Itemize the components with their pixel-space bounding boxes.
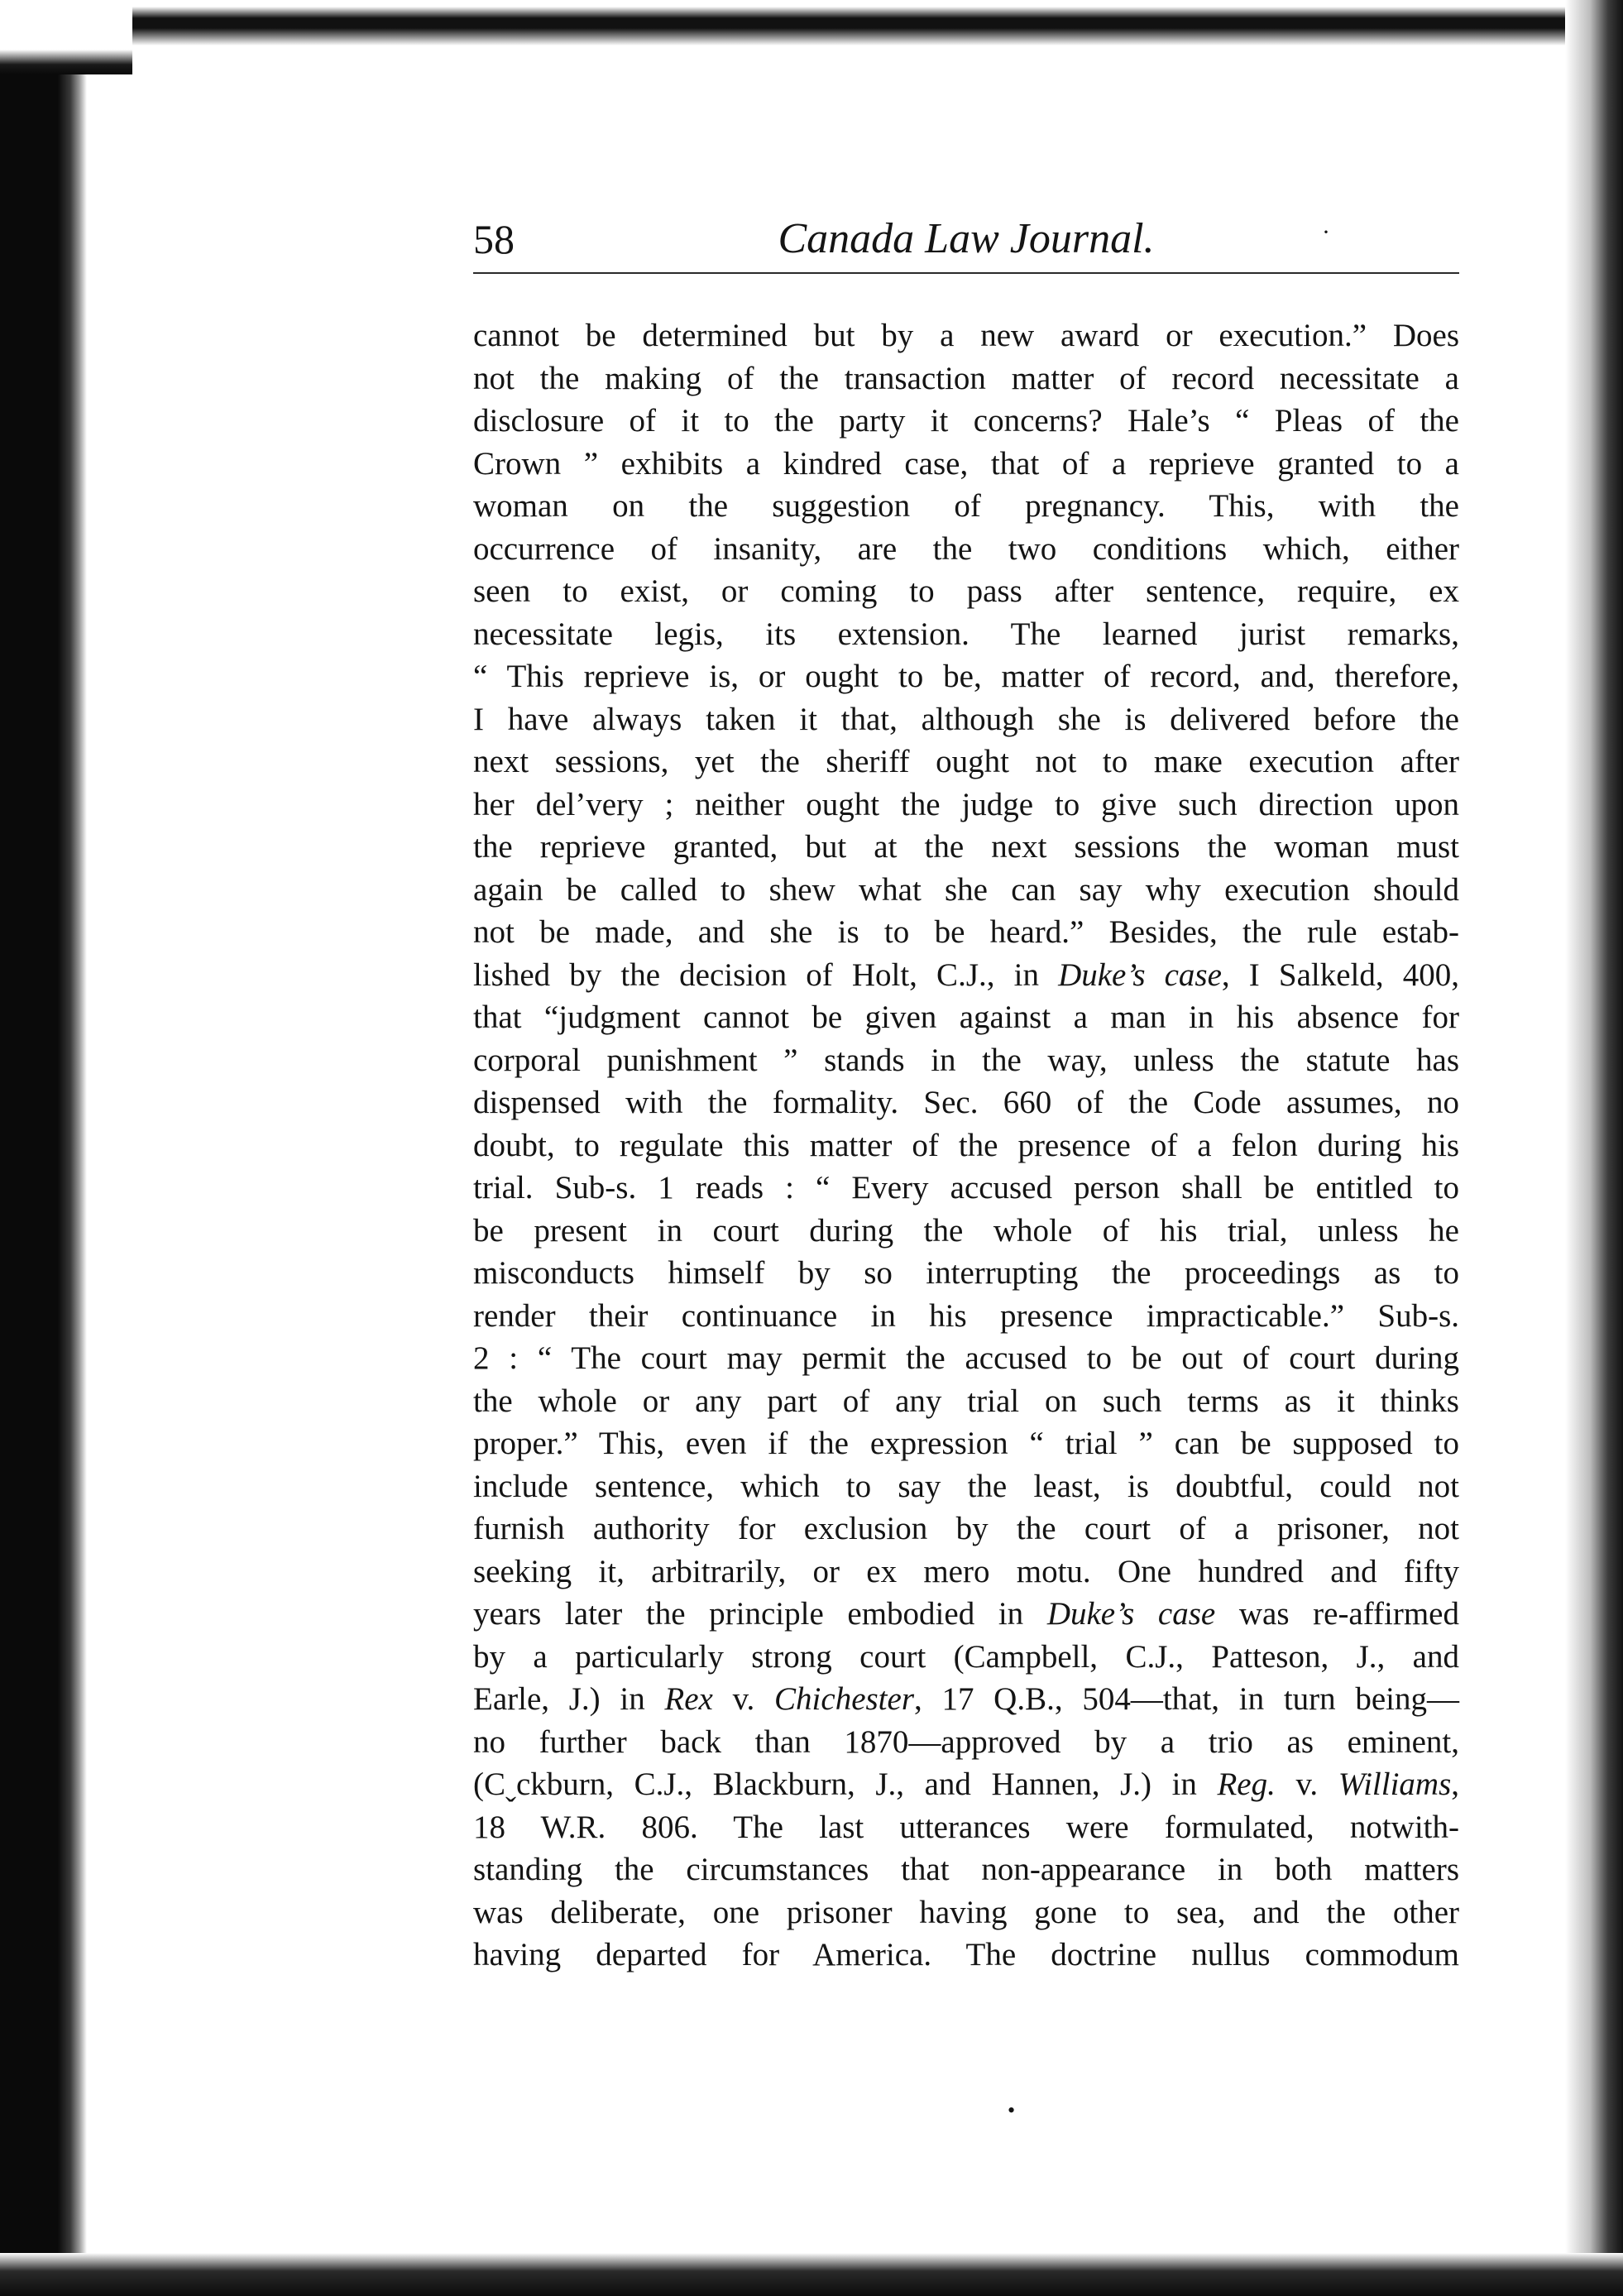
page-header — [473, 203, 1459, 274]
text-line: years later the principle embodied in Duke’s case was re-affirmed — [473, 1596, 1459, 1632]
text-line: seeking it, arbitrarily, or ex mero motu. One hundred and fifty — [473, 1553, 1459, 1589]
text-line: lished by the decision of Holt, C.J., in Duke’s case, I Salkeld, 400, — [473, 956, 1459, 993]
page-number: 58 — [473, 216, 515, 262]
text-line: 2 : “ The court may permit the accused to be out of court during — [473, 1340, 1459, 1376]
text-line: Crown ” exhibits a kindred case, that of a reprieve granted to a — [473, 445, 1459, 482]
text-line: by a particularly strong court (Campbell, C.J., Patteson, J., and — [473, 1638, 1459, 1675]
text-line: her delʼvery ; neither ought the judge to give such direction upon — [473, 786, 1459, 822]
text-line: (Cˬckburn, C.J., Blackburn, J., and Hannen, J.) in Reg. v. Williams, — [473, 1766, 1460, 1802]
body-text — [473, 314, 1459, 1977]
text-line: “ This reprieve is, or ought to be, matter of record, and, therefore, — [473, 659, 1459, 694]
text-line: occurrence of insanity, are the two conditions which, either — [473, 530, 1459, 567]
text-line: next sessions, yet the sheriff ought not to maке execution after — [473, 744, 1459, 779]
scan-bottom-edge — [0, 2253, 1623, 2296]
text-line: doubt, to regulate this matter of the presence of a felon during his — [473, 1127, 1459, 1163]
text-line: furnish authority for exclusion by the court of a prisoner, not — [473, 1511, 1459, 1546]
corner-mark: · — [1322, 218, 1330, 246]
text-line: corporal punishment ” stands in the way, unless the statute has — [473, 1042, 1459, 1078]
text-line: disclosure of it to the party it concerns? Hale’s “ Pleas of the — [473, 403, 1459, 439]
text-line: woman on the suggestion of pregnancy. This, with the — [473, 488, 1459, 524]
running-title: Canada Law Journal. — [778, 215, 1155, 262]
text-line: trial. Sub-s. 1 reads : “ Every accused person shall be entitled to — [473, 1170, 1459, 1206]
text-line: render their continuance in his presence impracticable.” Sub-s. — [473, 1297, 1459, 1334]
text-line: dispensed with the formality. Sec. 660 of the Code assumes, no — [473, 1085, 1459, 1120]
footer-mark: • — [1008, 2098, 1016, 2122]
text-line: no further back than 1870—approved by a trio as eminent, — [473, 1723, 1459, 1760]
text-line: Earle, J.) in Rex v. Chichester, 17 Q.B., 504—that, in turn being— — [473, 1681, 1460, 1717]
text-line: having departed for America. The doctrine nullus commodum — [473, 1937, 1459, 1972]
text-line: necessitate legis, its extension. The learned jurist remarks, — [473, 616, 1459, 652]
text-line: include sentence, which to say the least, is doubtful, could not — [473, 1468, 1459, 1504]
text-line: be present in court during the whole of his trial, unless he — [473, 1212, 1459, 1249]
scan-right-edge — [1565, 0, 1623, 2296]
text-line: again be called to shew what she can say why execution should — [473, 871, 1459, 908]
text-line: proper.” This, even if the expression “ trial ” can be supposed to — [473, 1426, 1459, 1461]
text-line: standing the circumstances that non-appearance in both matters — [473, 1852, 1459, 1887]
text-line: not be made, and she is to be heard.” Besides, the rule estab- — [473, 914, 1459, 950]
header-rule — [473, 272, 1459, 274]
text-line: 18 W.R. 806. The last utterances were formulated, notwith- — [473, 1809, 1459, 1845]
text-line: misconducts himself by so interrupting the proceedings as to — [473, 1255, 1459, 1291]
text-line: was deliberate, one prisoner having gone to sea, and the other — [473, 1894, 1459, 1930]
text-line: the reprieve granted, but at the next sessions the woman must — [473, 829, 1459, 865]
text-line: cannot be determined but by a new award or execution.” Does — [473, 318, 1459, 353]
scan-top-left-corner — [0, 0, 132, 74]
scan-binding-edge — [0, 50, 87, 2296]
text-line: the whole or any part of any trial on such terms as it thinks — [473, 1383, 1459, 1419]
scan-top-edge — [132, 0, 1623, 46]
text-line: I have always taken it that, although she is delivered before the — [473, 701, 1459, 737]
text-line: seen to exist, or coming to pass after sentence, require, ex — [473, 573, 1459, 609]
text-line: not the making of the transaction matter of record necessitate a — [473, 360, 1459, 396]
text-line: that “judgment cannot be given against a man in his absence for — [473, 999, 1459, 1035]
